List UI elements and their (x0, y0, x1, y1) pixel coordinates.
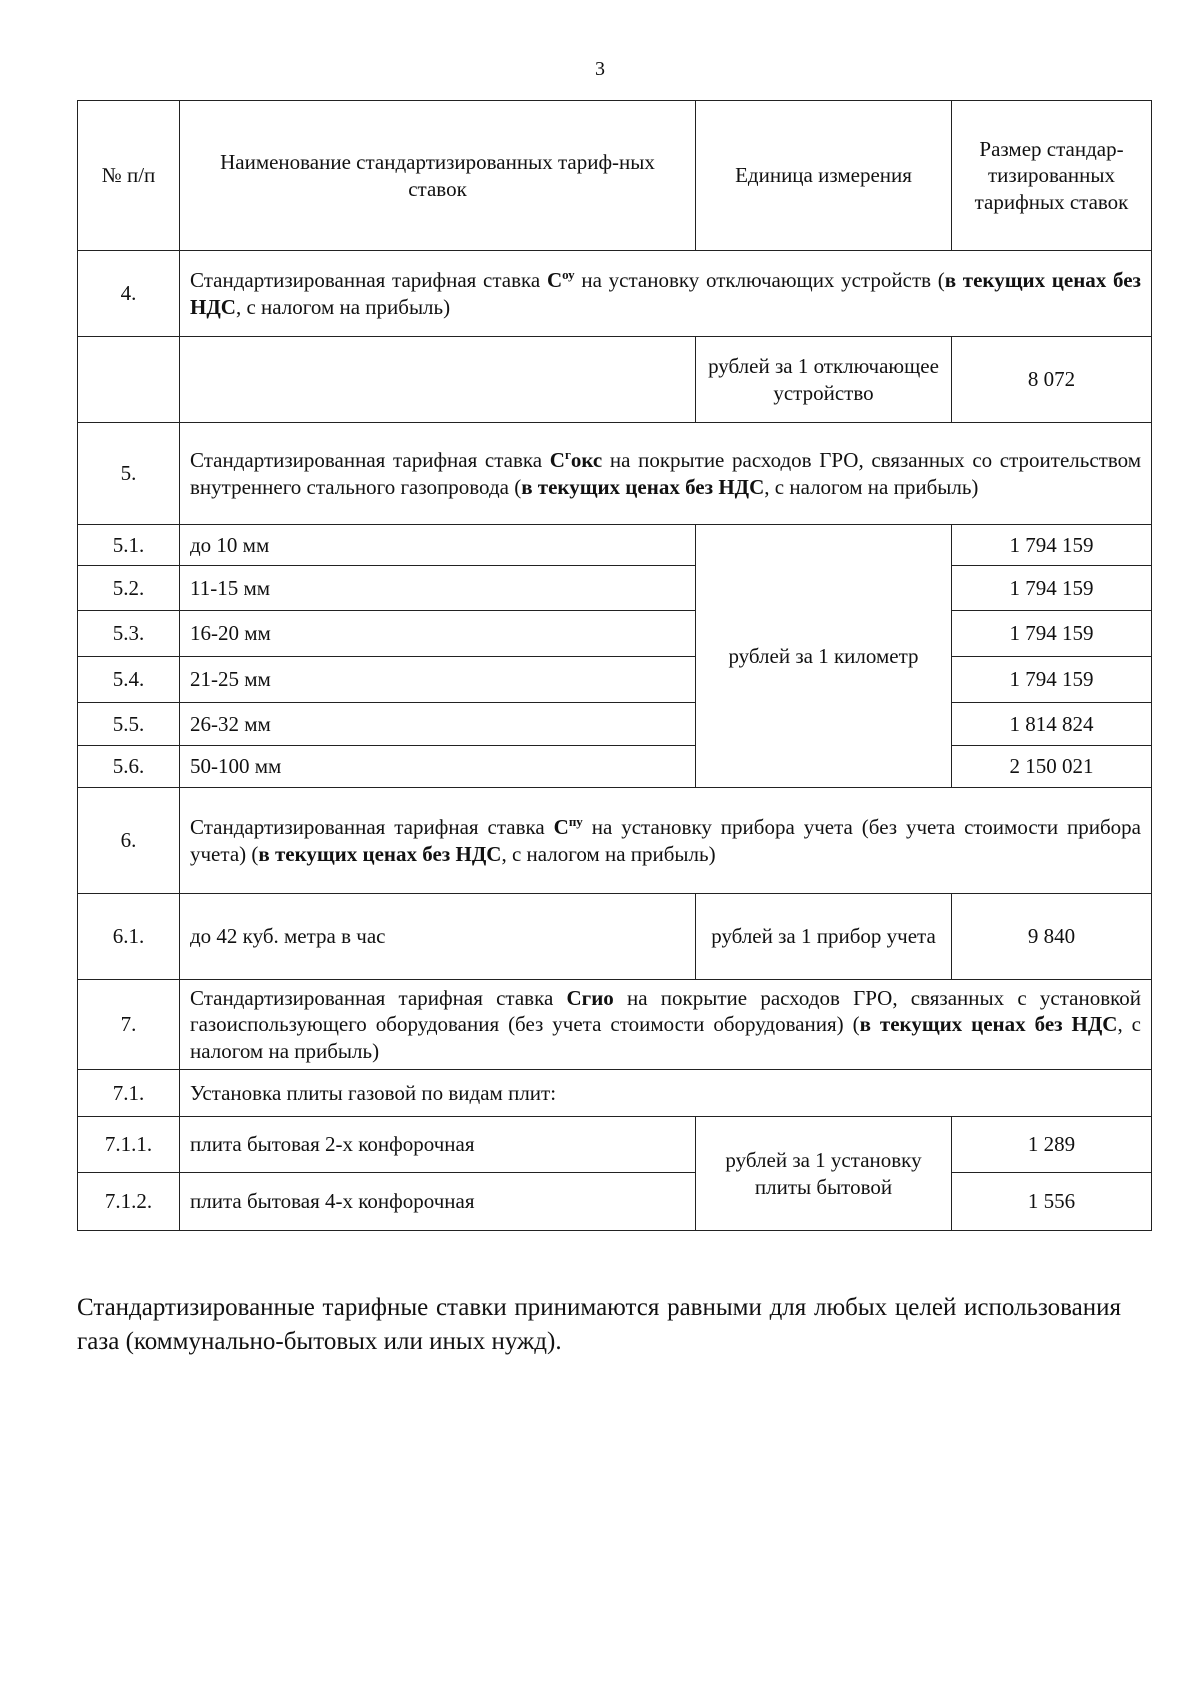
section-6-title: Стандартизированная тарифная ставка $С^{пу}$ на установку прибора учета (без учета стоимости прибора учета) (в текущих ценах без НДС, с налогом на прибыль) (180, 788, 1152, 894)
page-number: 3 (595, 58, 605, 80)
section-4-unit: рублей за 1 отключающее устройство (696, 337, 952, 423)
table-row (78, 611, 1152, 657)
table-row (78, 894, 1152, 980)
table-row (78, 1117, 1152, 1173)
header-number: № п/п (78, 101, 180, 251)
row-number: 5.2. (78, 566, 180, 611)
row-number: 5.6. (78, 746, 180, 788)
row-name: до 42 куб. метра в час (180, 894, 696, 980)
section-4-value-row (78, 337, 1152, 423)
section-5-number: 5. (78, 423, 180, 525)
section-6-number: 6. (78, 788, 180, 894)
row-number: 5.5. (78, 703, 180, 746)
footer-note: Стандартизированные тарифные ставки принимаются равными для любых целей использования газа (коммунально-бытовых или иных нужд). (77, 1294, 1121, 1355)
row-number: 7.1. (78, 1070, 180, 1117)
section-4-value-number-cell (78, 337, 180, 423)
row-value: 9 840 (952, 894, 1152, 980)
table-row (78, 703, 1152, 746)
section-7-number: 7. (78, 980, 180, 1070)
row-value: 1 794 159 (952, 657, 1152, 703)
row-name: Установка плиты газовой по видам плит: (180, 1070, 1152, 1117)
row-number: 7.1.1. (78, 1117, 180, 1173)
section-4-value: 8 072 (952, 337, 1152, 423)
row-name: 26-32 мм (180, 703, 696, 746)
table-row (78, 525, 1152, 566)
row-number: 6.1. (78, 894, 180, 980)
section-7-title: Стандартизированная тарифная ставка Сгио на покрытие расходов ГРО, связанных с установкой газоиспользующего оборудования (без учета стоимости оборудования) (в текущих ценах без НДС, с налогом на прибыль) (180, 980, 1152, 1070)
row-value: 1 289 (952, 1117, 1152, 1173)
row-name: 50-100 мм (180, 746, 696, 788)
row-value: 2 150 021 (952, 746, 1152, 788)
row-name: до 10 мм (180, 525, 696, 566)
section-7-unit: рублей за 1 установку плиты бытовой (696, 1117, 952, 1231)
row-number: 7.1.2. (78, 1173, 180, 1231)
row-name: плита бытовая 2-х конфорочная (180, 1117, 696, 1173)
header-name: Наименование стандартизированных тариф-ных ставок (180, 101, 696, 251)
row-value: 1 556 (952, 1173, 1152, 1231)
row-number: 5.1. (78, 525, 180, 566)
row-name: 21-25 мм (180, 657, 696, 703)
table-row (78, 746, 1152, 788)
table-header-row (78, 101, 1152, 251)
table-row (78, 1173, 1152, 1231)
section-5-unit: рублей за 1 километр (696, 525, 952, 788)
row-name: 11-15 мм (180, 566, 696, 611)
row-number: 5.3. (78, 611, 180, 657)
row-number: 5.4. (78, 657, 180, 703)
table-row (78, 657, 1152, 703)
row-value: 1 794 159 (952, 525, 1152, 566)
table-row (78, 566, 1152, 611)
tariff-rates-table (77, 100, 1152, 1231)
row-value: 1 794 159 (952, 611, 1152, 657)
section-5-row (78, 423, 1152, 525)
section-4-number: 4. (78, 251, 180, 337)
row-name: 16-20 мм (180, 611, 696, 657)
section-7-1-row (78, 1070, 1152, 1117)
section-7-row (78, 980, 1152, 1070)
section-6-unit: рублей за 1 прибор учета (696, 894, 952, 980)
section-4-value-name-cell (180, 337, 696, 423)
section-4-title: Стандартизированная тарифная ставка $С^{оу}$ на установку отключающих устройств (в текущих ценах без НДС, с налогом на прибыль) (180, 251, 1152, 337)
section-5-title: Стандартизированная тарифная ставка $С^гокс$ на покрытие расходов ГРО, связанных со строительством внутреннего стального газопровода (в текущих ценах без НДС, с налогом на прибыль) (180, 423, 1152, 525)
header-value: Размер стандар-тизированных тарифных ставок (952, 101, 1152, 251)
row-value: 1 794 159 (952, 566, 1152, 611)
header-unit: Единица измерения (696, 101, 952, 251)
section-4-row (78, 251, 1152, 337)
row-name: плита бытовая 4-х конфорочная (180, 1173, 696, 1231)
row-value: 1 814 824 (952, 703, 1152, 746)
section-6-row (78, 788, 1152, 894)
